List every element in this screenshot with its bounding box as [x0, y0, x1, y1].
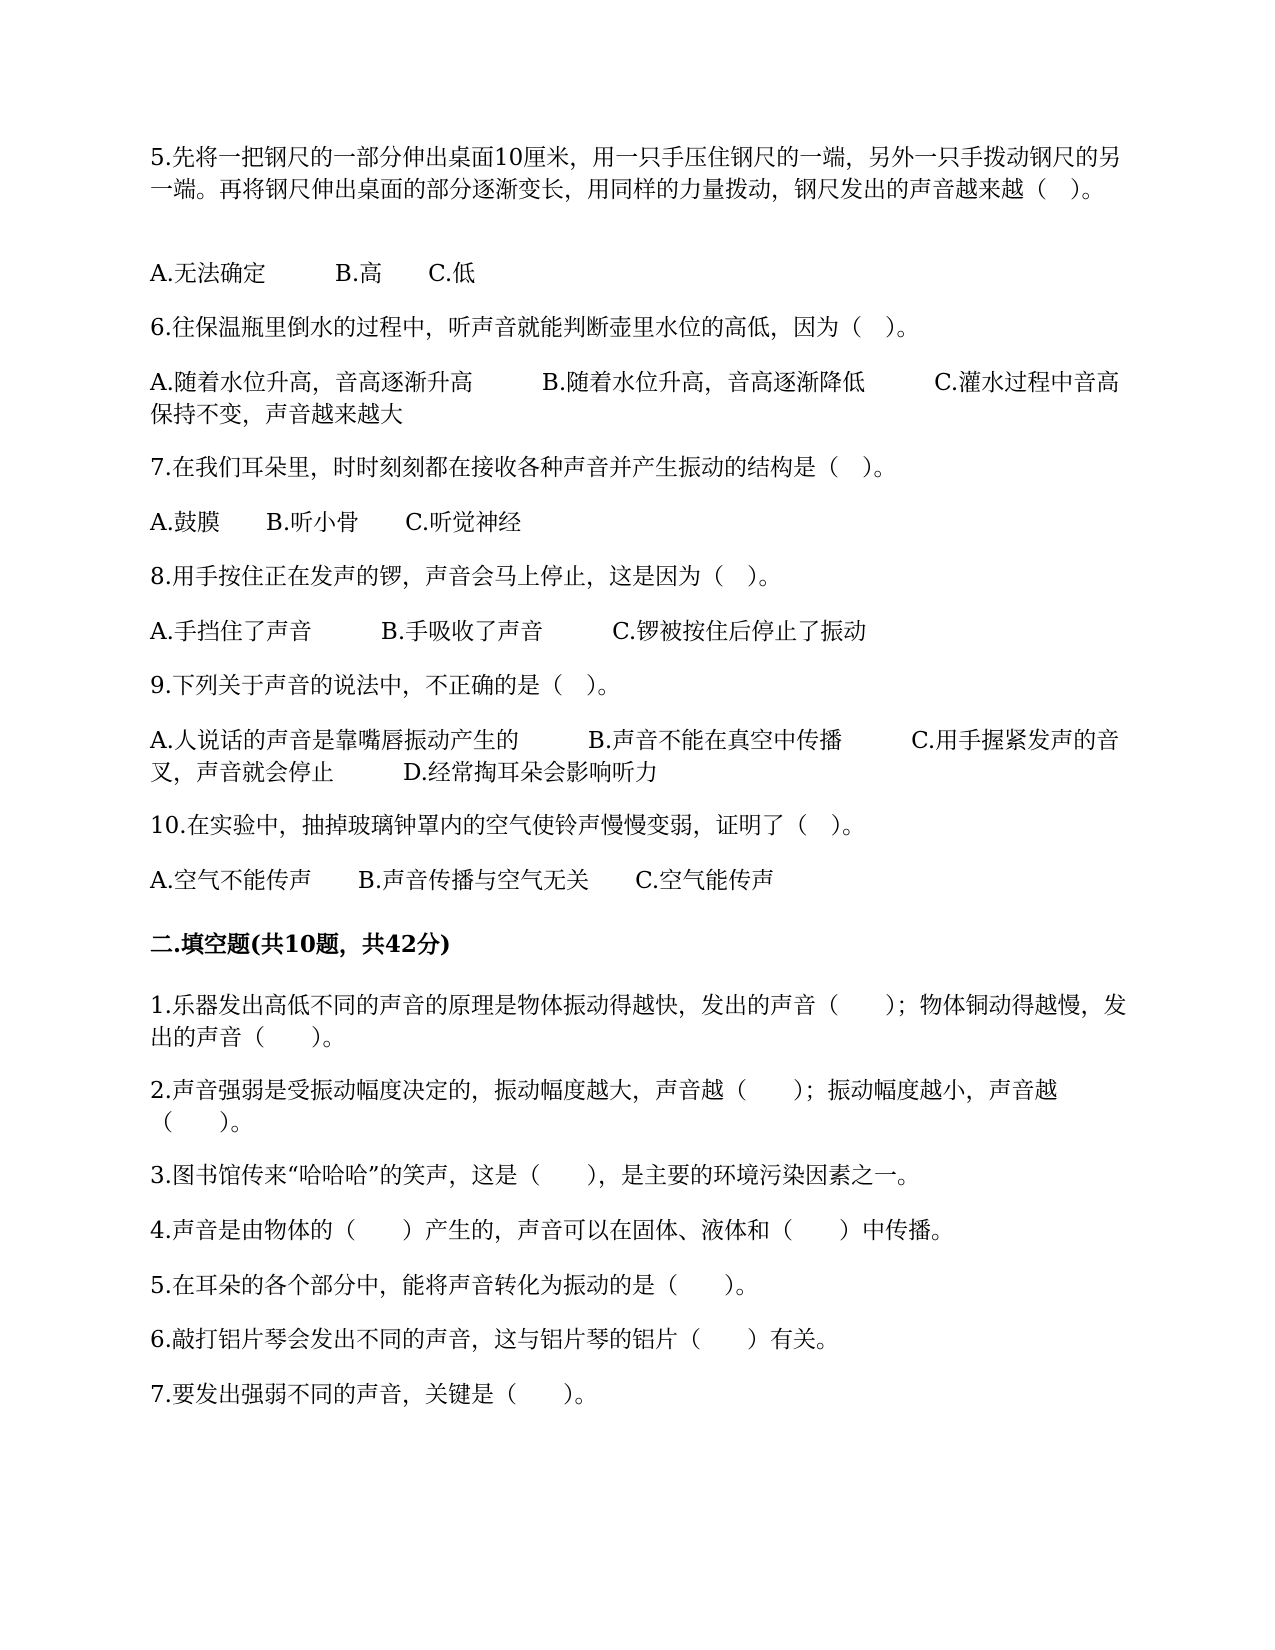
- question-7-options: A.鼓膜 B.听小骨 C.听觉神经: [150, 510, 522, 536]
- question-6-stem: 6.往保温瓶里倒水的过程中，听声音就能判断壶里水位的高低，因为（ ）。: [150, 315, 920, 341]
- question-10-options: A.空气不能传声 B.声音传播与空气无关 C.空气能传声: [150, 868, 775, 894]
- question-7-stem: 7.在我们耳朵里，时时刻刻都在接收各种声音并产生振动的结构是（ ）。: [150, 455, 897, 481]
- question-5-options: A.无法确定 B.高 C.低: [150, 261, 476, 287]
- question-5-stem: 5.先将一把钢尺的一部分伸出桌面10厘米，用一只手压住钢尺的一端，另外一只手拨动钢尺的另一端。再将钢尺伸出桌面的部分逐渐变长，用同样的力量拨动，钢尺发出的声音越来越（ ）。: [150, 145, 1122, 203]
- question-8-options: A.手挡住了声音 B.手吸收了声音 C.锣被按住后停止了振动: [150, 619, 867, 645]
- section-heading-fill-in: 二.填空题(共10题，共42分): [150, 931, 451, 958]
- question-6-options: A.随着水位升高，音高逐渐升高 B.随着水位升高，音高逐渐降低 C.灌水过程中音高保持不变，声音越来越大: [150, 370, 1120, 428]
- fill-question-6: 6.敲打铝片琴会发出不同的声音，这与铝片琴的铝片（ ）有关。: [150, 1327, 839, 1353]
- fill-question-7: 7.要发出强弱不同的声音，关键是（ ）。: [150, 1382, 598, 1408]
- fill-question-2: 2.声音强弱是受振动幅度决定的，振动幅度越大，声音越（ ）；振动幅度越小，声音越（ ）。: [150, 1078, 1058, 1136]
- question-9-stem: 9.下列关于声音的说法中，不正确的是（ ）。: [150, 673, 621, 699]
- question-9-options: A.人说话的声音是靠嘴唇振动产生的 B.声音不能在真空中传播 C.用手握紧发声的音叉，声音就会停止 D.经常掏耳朵会影响听力: [150, 728, 1120, 786]
- question-8-stem: 8.用手按住正在发声的锣，声音会马上停止，这是因为（ ）。: [150, 564, 782, 590]
- fill-question-5: 5.在耳朵的各个部分中，能将声音转化为振动的是（ ）。: [150, 1273, 759, 1299]
- fill-question-1: 1.乐器发出高低不同的声音的原理是物体振动得越快，发出的声音（ ）；物体铜动得越慢，发出的声音（ ）。: [150, 993, 1127, 1051]
- question-10-stem: 10.在实验中，抽掉玻璃钟罩内的空气使铃声慢慢变弱，证明了（ ）。: [150, 813, 866, 839]
- fill-question-4: 4.声音是由物体的（ ）产生的，声音可以在固体、液体和（ ）中传播。: [150, 1218, 954, 1244]
- fill-question-3: 3.图书馆传来“哈哈哈”的笑声，这是（ ），是主要的环境污染因素之一。: [150, 1163, 920, 1189]
